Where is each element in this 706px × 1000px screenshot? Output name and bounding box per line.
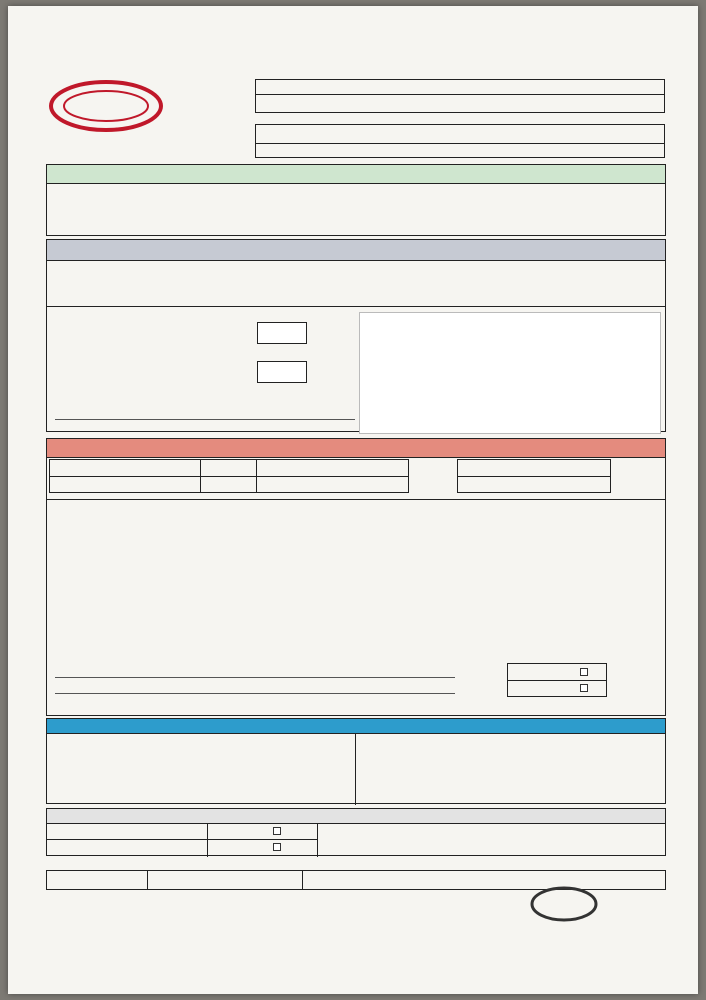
trama-sup-checkbox[interactable] <box>273 827 281 835</box>
trama-inf-checkbox[interactable] <box>273 843 281 851</box>
rottura-nonok-checkbox[interactable] <box>580 684 588 692</box>
visivo-title <box>47 719 665 734</box>
visivo-section <box>46 718 666 804</box>
controlli-title <box>47 165 665 184</box>
footer-logo-swoosh-icon <box>528 884 668 924</box>
carico-min-box <box>457 459 611 493</box>
intradosso-value <box>257 361 307 383</box>
trama-section <box>46 808 666 856</box>
avg-value <box>257 322 307 344</box>
rottura-title <box>47 439 665 458</box>
porosita-chart <box>359 312 661 434</box>
trama-title <box>47 809 665 824</box>
flyten-logo-swoosh-icon <box>46 76 256 136</box>
porosita-detail <box>46 304 666 432</box>
porosita-title <box>47 240 665 261</box>
peso-grid <box>49 459 409 493</box>
model-box <box>255 79 665 113</box>
flyten-logo <box>46 76 256 136</box>
document-page <box>8 6 698 994</box>
porosita-section <box>46 239 666 307</box>
rottura-okbox <box>507 663 607 697</box>
rottura-ok-checkbox[interactable] <box>580 668 588 676</box>
rottura-section <box>46 438 666 716</box>
controlli-section <box>46 164 666 236</box>
footer-logo <box>528 884 668 924</box>
owner-box <box>255 124 665 158</box>
porosita-line-chart <box>360 313 660 433</box>
